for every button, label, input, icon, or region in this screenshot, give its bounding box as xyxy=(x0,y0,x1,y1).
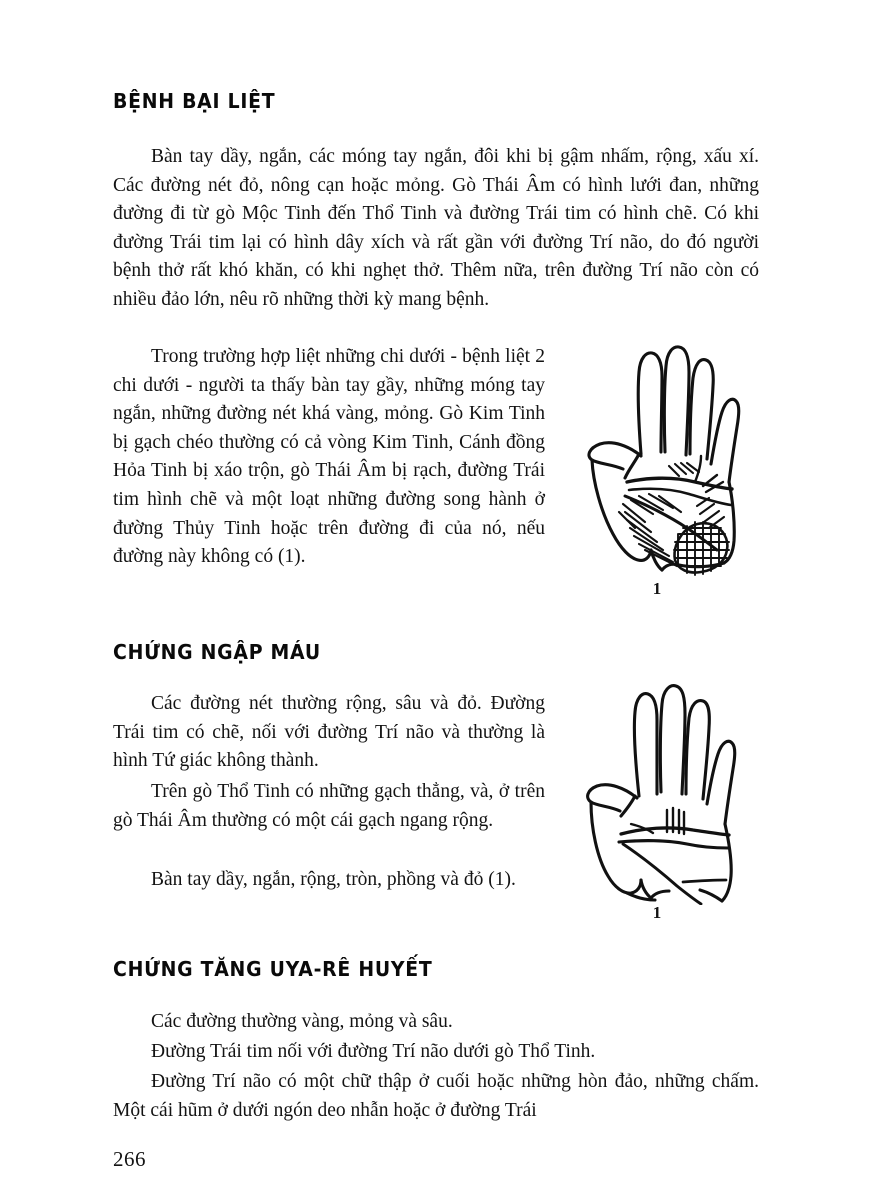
paragraph-benh-bai-liet-1: Bàn tay dầy, ngắn, các móng tay ngắn, đôi khi bị gậm nhấm, rộng, xấu xí. Các đường nét đỏ, nông cạn hoặc mỏng. Gò Thái Âm có hình lưới đan, những đường đi từ gò Mộc Tinh đến Thổ Tinh và đường Trái tim có hình chẽ. Có khi đường Trái tim lại có hình dây xích và rất gần với đường Trí não, do đó người bệnh thở rất khó khăn, có khi nghẹt thở. Thêm nữa, trên đường Trí não còn có nhiều đảo lớn, nêu rõ những thời kỳ mang bệnh. xyxy=(113,146,759,310)
section-heading-benh-bai-liet: BỆNH BẠI LIỆT xyxy=(113,89,276,113)
paragraph-chung-ngap-mau-2: Trên gò Thổ Tinh có những gạch thẳng, và, ở trên gò Thái Âm thường có một cái gạch ngang rộng. xyxy=(113,781,545,831)
figure-caption-1: 1 xyxy=(652,903,662,922)
section-heading-chung-tang-uya-re-huyet: CHỨNG TĂNG UYA-RÊ HUYẾT xyxy=(113,957,433,981)
section-heading-chung-ngap-mau: CHỨNG NGẬP MÁU xyxy=(113,640,321,664)
paragraph-chung-tang-1: Các đường thường vàng, mỏng và sâu. xyxy=(151,1011,453,1032)
paragraph-benh-bai-liet-2: Trong trường hợp liệt những chi dưới - bệnh liệt 2 chi dưới - người ta thấy bàn tay gầy, những móng tay ngắn, những đường nét khá vàng, mỏng. Gò Kim Tinh bị gạch chéo thường có cả vòng Kim Tinh, Cánh đồng Hỏa Tinh bị xáo trộn, gò Thái Âm bị rạch, đường Trái tim hình chẽ và một loạt những đường song hành ở đường Thủy Tinh hoặc trên đường đi của nó, nếu đường này không có (1). xyxy=(113,346,545,568)
figure-hand-diagram-congestion xyxy=(583,660,773,922)
paragraph-chung-tang-3: Đường Trí não có một chữ thập ở cuối hoặc những hòn đảo, những chấm. Một cái hũm ở dưới ngón deo nhẫn hoặc ở đường Trái xyxy=(113,1071,759,1121)
paragraph-chung-ngap-mau-3: Bàn tay dầy, ngắn, rộng, tròn, phồng và đỏ (1). xyxy=(151,869,516,890)
paragraph-chung-ngap-mau-1: Các đường nét thường rộng, sâu và đỏ. Đường Trái tim có chẽ, nối với đường Trí não và thường là hình Tứ giác không thành. xyxy=(113,693,545,772)
figure-hand-diagram-paralysis xyxy=(583,336,773,598)
page-number: 266 xyxy=(113,1147,146,1171)
paragraph-chung-tang-2: Đường Trái tim nối với đường Trí não dưới gò Thổ Tinh. xyxy=(151,1041,596,1062)
figure-caption-1: 1 xyxy=(652,579,662,598)
